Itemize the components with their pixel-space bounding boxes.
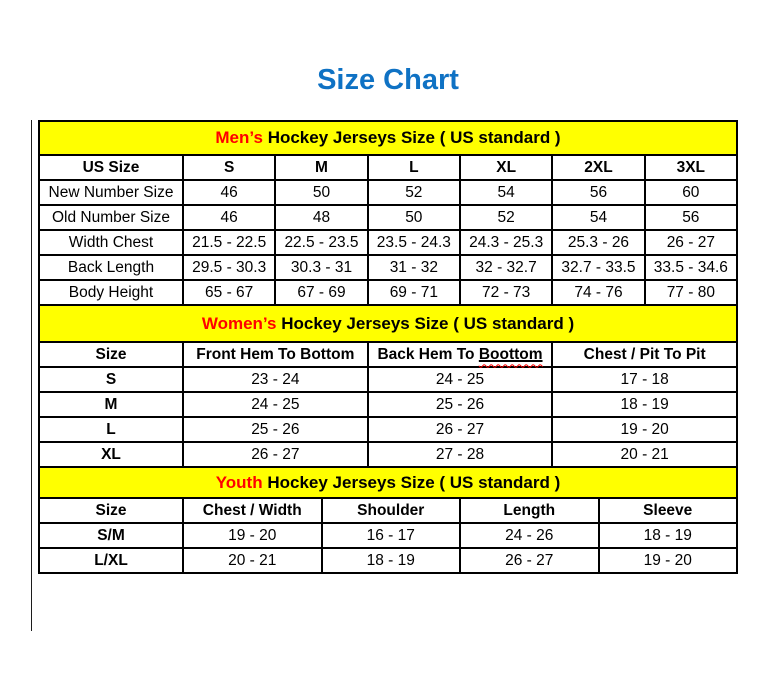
value-cell: 18 - 19	[552, 392, 737, 417]
column-header: Size	[39, 498, 183, 523]
value-cell: 18 - 19	[599, 523, 738, 548]
table-row	[39, 280, 737, 305]
value-cell: 54	[460, 180, 552, 205]
row-label-cell: Back Length	[39, 255, 183, 280]
mens-section-title	[39, 121, 737, 155]
value-cell: 32.7 - 33.5	[552, 255, 644, 280]
row-label-cell: Old Number Size	[39, 205, 183, 230]
value-cell: 69 - 71	[368, 280, 460, 305]
value-cell: 60	[645, 180, 737, 205]
column-header: 3XL	[645, 155, 737, 180]
youth-table-body	[39, 523, 737, 573]
mens-highlight-word: Men’s	[215, 128, 263, 147]
value-cell: 19 - 20	[552, 417, 737, 442]
column-header: L	[368, 155, 460, 180]
misspelled-word-underline	[479, 346, 543, 363]
value-cell: 26 - 27	[183, 442, 368, 467]
column-header: 2XL	[552, 155, 644, 180]
row-label-cell: Body Height	[39, 280, 183, 305]
column-header: Length	[460, 498, 599, 523]
value-cell: 65 - 67	[183, 280, 275, 305]
value-cell: 25 - 26	[183, 417, 368, 442]
value-cell: 19 - 20	[183, 523, 322, 548]
mens-section-banner	[39, 121, 737, 155]
row-label-cell: XL	[39, 442, 183, 467]
table-row	[39, 548, 737, 573]
table-row	[39, 442, 737, 467]
value-cell: 56	[552, 180, 644, 205]
value-cell: 20 - 21	[552, 442, 737, 467]
value-cell: 50	[368, 205, 460, 230]
womens-title-rest: Hockey Jerseys Size ( US standard )	[281, 313, 575, 333]
mens-header-row	[39, 155, 737, 180]
value-cell: 67 - 69	[275, 280, 367, 305]
value-cell: 56	[645, 205, 737, 230]
value-cell: 25 - 26	[368, 392, 553, 417]
column-header: Shoulder	[322, 498, 461, 523]
value-cell: 20 - 21	[183, 548, 322, 573]
value-cell: 23 - 24	[183, 367, 368, 392]
value-cell: 22.5 - 23.5	[275, 230, 367, 255]
column-header: XL	[460, 155, 552, 180]
womens-table-body	[39, 367, 737, 467]
value-cell: 19 - 20	[599, 548, 738, 573]
value-cell: 30.3 - 31	[275, 255, 367, 280]
youth-highlight-word: Youth	[215, 472, 263, 492]
mens-size-table	[38, 120, 738, 306]
value-cell: 72 - 73	[460, 280, 552, 305]
youth-header-row	[39, 498, 737, 523]
row-label-cell: S/M	[39, 523, 183, 548]
table-row	[39, 180, 737, 205]
value-cell: 46	[183, 180, 275, 205]
value-cell: 52	[460, 205, 552, 230]
column-header: Size	[39, 342, 183, 367]
value-cell: 18 - 19	[322, 548, 461, 573]
column-header: S	[183, 155, 275, 180]
column-header: Chest / Pit To Pit	[552, 342, 737, 367]
value-cell: 24 - 26	[460, 523, 599, 548]
row-label-cell: S	[39, 367, 183, 392]
column-header: Sleeve	[599, 498, 738, 523]
table-row	[39, 230, 737, 255]
header-text-prefix: Back Hem To	[377, 345, 475, 363]
mens-table-body	[39, 180, 737, 305]
column-header: Chest / Width	[183, 498, 322, 523]
spellcheck-squiggle: Boottom	[478, 345, 543, 363]
row-label-cell: Width Chest	[39, 230, 183, 255]
value-cell: 16 - 17	[322, 523, 461, 548]
value-cell: 52	[368, 180, 460, 205]
value-cell: 24 - 25	[183, 392, 368, 417]
row-label-cell: M	[39, 392, 183, 417]
row-label-cell: L	[39, 417, 183, 442]
value-cell: 21.5 - 22.5	[183, 230, 275, 255]
youth-size-table	[38, 466, 738, 574]
value-cell: 26 - 27	[460, 548, 599, 573]
womens-header-row	[39, 342, 737, 367]
left-edge-rule	[31, 120, 32, 631]
table-row	[39, 255, 737, 280]
womens-section-banner	[39, 305, 737, 342]
value-cell: 46	[183, 205, 275, 230]
value-cell: 26 - 27	[368, 417, 553, 442]
value-cell: 32 - 32.7	[460, 255, 552, 280]
mens-title-rest: Hockey Jerseys Size ( US standard )	[267, 128, 561, 147]
youth-section-banner	[39, 467, 737, 498]
column-header: M	[275, 155, 367, 180]
value-cell: 74 - 76	[552, 280, 644, 305]
column-header: US Size	[39, 155, 183, 180]
row-label-cell: New Number Size	[39, 180, 183, 205]
value-cell: 29.5 - 30.3	[183, 255, 275, 280]
column-header-misspelled	[368, 342, 553, 367]
womens-highlight-word: Women’s	[201, 313, 277, 333]
womens-section-title	[39, 305, 737, 342]
value-cell: 17 - 18	[552, 367, 737, 392]
value-cell: 24 - 25	[368, 367, 553, 392]
table-row	[39, 367, 737, 392]
value-cell: 24.3 - 25.3	[460, 230, 552, 255]
value-cell: 77 - 80	[645, 280, 737, 305]
value-cell: 23.5 - 24.3	[368, 230, 460, 255]
table-row	[39, 392, 737, 417]
value-cell: 33.5 - 34.6	[645, 255, 737, 280]
table-row	[39, 417, 737, 442]
value-cell: 26 - 27	[645, 230, 737, 255]
womens-size-table	[38, 304, 738, 468]
row-label-cell: L/XL	[39, 548, 183, 573]
value-cell: 27 - 28	[368, 442, 553, 467]
value-cell: 25.3 - 26	[552, 230, 644, 255]
column-header: Front Hem To Bottom	[183, 342, 368, 367]
size-chart-tables	[38, 120, 738, 574]
table-row	[39, 523, 737, 548]
value-cell: 50	[275, 180, 367, 205]
value-cell: 48	[275, 205, 367, 230]
page-title: Size Chart	[317, 64, 459, 96]
value-cell: 54	[552, 205, 644, 230]
value-cell: 31 - 32	[368, 255, 460, 280]
youth-section-title	[39, 467, 737, 498]
youth-title-rest: Hockey Jerseys Size ( US standard )	[267, 472, 561, 492]
table-row	[39, 205, 737, 230]
